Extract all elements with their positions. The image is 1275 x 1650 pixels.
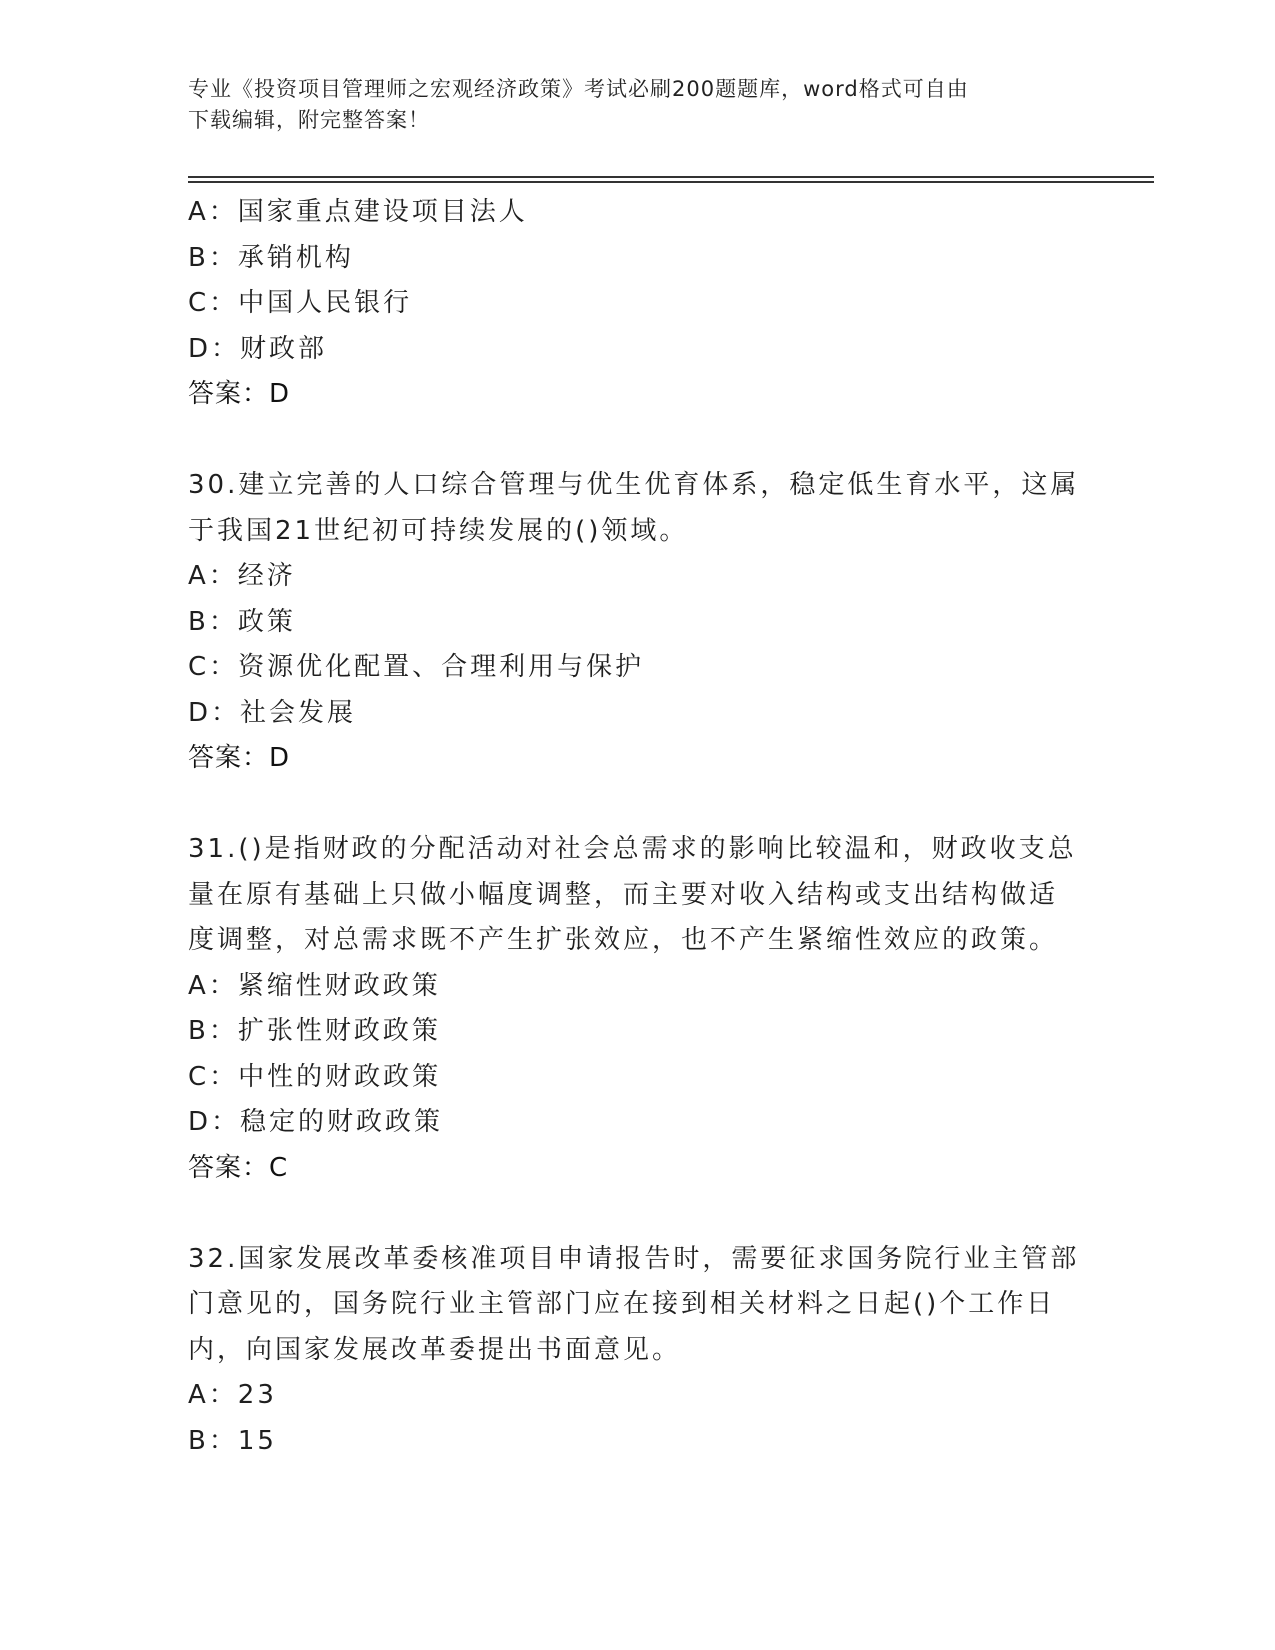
option-d: D：财政部 [188,333,328,364]
option-a: A：23 [188,1380,277,1410]
option-a: A：经济 [188,561,296,591]
question-text-line: 于我国21世纪初可持续发展的()领域。 [188,515,689,546]
document-header [188,74,1088,136]
option-a: A：紧缩性财政政策 [188,970,441,1001]
option-d: D：稳定的财政政策 [188,1107,444,1137]
question-31 [188,827,1088,1191]
answer-line: 答案：D [188,743,291,773]
answer-line: 答案：C [188,1152,289,1183]
option-a: A：国家重点建设项目法人 [188,197,528,227]
spacer [188,418,1088,464]
answer-line: 答案：D [188,379,291,409]
option-b: B：扩张性财政政策 [188,1016,441,1046]
header-line-2: 下载编辑，附完整答案！ [188,108,430,132]
question-text [188,1237,1088,1374]
question-32 [188,1237,1088,1465]
question-text-line: 内，向国家发展改革委提出书面意见。 [188,1334,682,1365]
option-d: D：社会发展 [188,697,357,728]
header-divider-bottom [188,181,1154,183]
question-29-continued [188,190,1088,418]
option-c: C：中国人民银行 [188,288,413,318]
header-divider-top [188,176,1154,178]
option-c: C：资源优化配置、合理利用与保护 [188,652,645,682]
question-text-line: 度调整，对总需求既不产生扩张效应，也不产生紧缩性效应的政策。 [188,925,1059,955]
option-b: B：承销机构 [188,242,354,273]
question-text-line: 门意见的，国务院行业主管部门应在接到相关材料之日起()个工作日 [188,1289,1056,1319]
question-text-line: 30.建立完善的人口综合管理与优生优育体系，稳定低生育水平，这属 [188,470,1080,500]
option-b: B：15 [188,1425,277,1456]
option-c: C：中性的财政政策 [188,1061,442,1092]
spacer [188,782,1088,828]
spacer [188,1191,1088,1237]
question-text [188,827,1088,964]
question-list [188,190,1088,1464]
question-text-line: 量在原有基础上只做小幅度调整，而主要对收入结构或支出结构做适 [188,879,1059,910]
option-b: B：政策 [188,606,296,637]
question-text-line: 31.()是指财政的分配活动对社会总需求的影响比较温和，财政收支总 [188,834,1077,864]
header-line-1: 专业《投资项目管理师之宏观经济政策》考试必刷200题题库，word格式可自由 [188,77,969,101]
question-30 [188,463,1088,782]
question-text-line: 32.国家发展改革委核准项目申请报告时，需要征求国务院行业主管部 [188,1243,1080,1274]
question-text [188,463,1088,554]
